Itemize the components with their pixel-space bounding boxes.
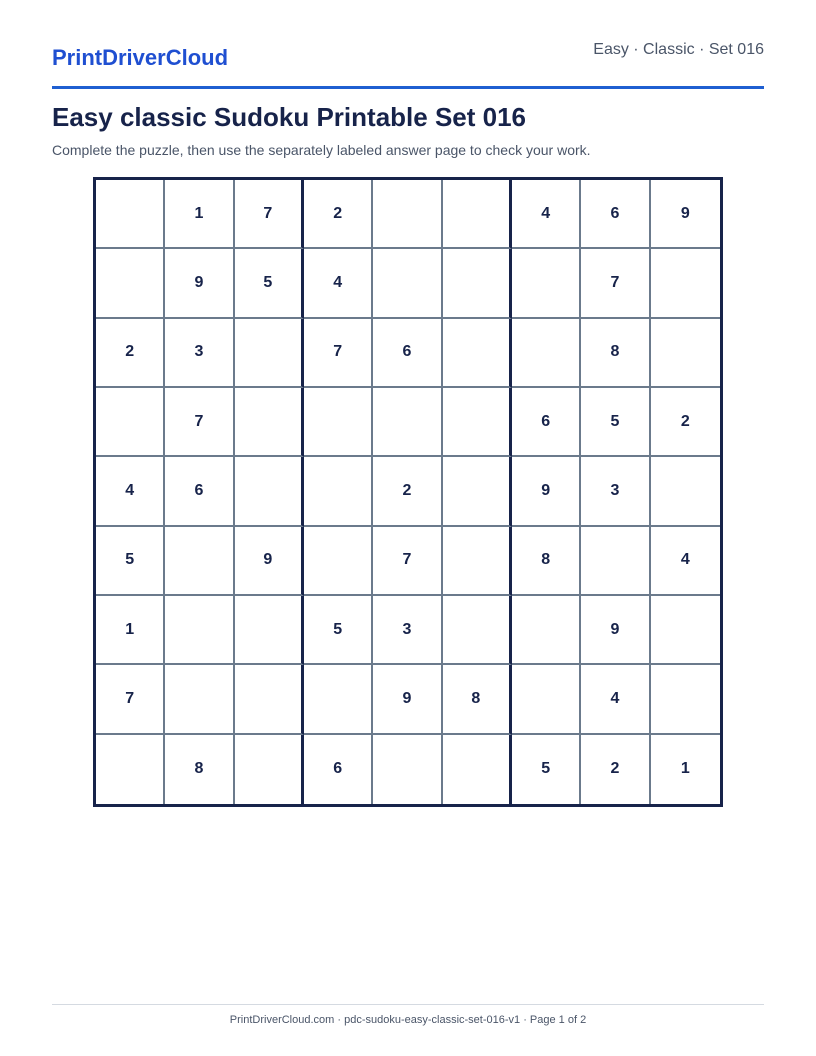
sudoku-cell: 8 — [443, 665, 512, 734]
sudoku-cell: 9 — [651, 180, 720, 249]
sudoku-cell: 5 — [235, 249, 304, 318]
sudoku-grid — [93, 177, 723, 807]
page-footer: PrintDriverCloud.com · pdc-sudoku-easy-classic-set-016-v1 · Page 1 of 2 — [229, 1014, 587, 1026]
sudoku-cell[interactable] — [304, 388, 373, 457]
sudoku-cell: 5 — [304, 596, 373, 665]
sudoku-cell: 2 — [304, 180, 373, 249]
sudoku-cell[interactable] — [512, 596, 581, 665]
sudoku-cell[interactable] — [304, 665, 373, 734]
sudoku-cell: 6 — [165, 457, 234, 526]
sudoku-cell: 3 — [581, 457, 650, 526]
sudoku-cell: 2 — [651, 388, 720, 457]
sudoku-cell: 9 — [235, 527, 304, 596]
sudoku-cell: 6 — [304, 735, 373, 804]
sudoku-cell: 9 — [373, 665, 442, 734]
sudoku-cell[interactable] — [235, 319, 304, 388]
sudoku-cell: 9 — [165, 249, 234, 318]
sudoku-cell[interactable] — [512, 249, 581, 318]
sudoku-cell: 4 — [651, 527, 720, 596]
sudoku-cell[interactable] — [235, 735, 304, 804]
sudoku-cell[interactable] — [651, 665, 720, 734]
sudoku-cell: 5 — [512, 735, 581, 804]
brand-logo[interactable]: PrintDriverCloud — [52, 45, 229, 70]
sudoku-cell[interactable] — [512, 319, 581, 388]
sudoku-cell: 7 — [304, 319, 373, 388]
sudoku-cell: 7 — [581, 249, 650, 318]
sudoku-cell: 7 — [373, 527, 442, 596]
sudoku-cell[interactable] — [96, 249, 165, 318]
sudoku-cell: 3 — [373, 596, 442, 665]
sudoku-cell[interactable] — [443, 596, 512, 665]
sudoku-cell[interactable] — [651, 249, 720, 318]
sudoku-cell: 1 — [165, 180, 234, 249]
sudoku-cell[interactable] — [651, 596, 720, 665]
page-title: Easy classic Sudoku Printable Set 016 — [52, 102, 527, 132]
sudoku-cell[interactable] — [443, 527, 512, 596]
sudoku-cell[interactable] — [165, 596, 234, 665]
sudoku-cell[interactable] — [235, 457, 304, 526]
sudoku-cell: 8 — [581, 319, 650, 388]
sudoku-cell: 4 — [581, 665, 650, 734]
sudoku-cell[interactable] — [443, 388, 512, 457]
sudoku-cell[interactable] — [235, 388, 304, 457]
sudoku-cell[interactable] — [651, 319, 720, 388]
breadcrumb: Easy · Classic · Set 016 — [593, 41, 764, 58]
sudoku-cell[interactable] — [651, 457, 720, 526]
sudoku-cell: 1 — [680, 760, 690, 778]
sudoku-cell: 8 — [165, 735, 234, 804]
sudoku-cell[interactable] — [443, 319, 512, 388]
sudoku-cell[interactable] — [373, 249, 442, 318]
sudoku-cell[interactable] — [165, 665, 234, 734]
sudoku-cell: 7 — [165, 388, 234, 457]
sudoku-cell: 7 — [96, 665, 165, 734]
sudoku-cell: 4 — [96, 457, 165, 526]
page-subtitle: Complete the puzzle, then use the separately labeled answer page to check your work. — [52, 142, 591, 158]
sudoku-cell: 2 — [96, 319, 165, 388]
sudoku-cell: 2 — [581, 735, 650, 804]
sudoku-cell: 4 — [304, 249, 373, 318]
sudoku-cell: 5 — [581, 388, 650, 457]
sudoku-cell: 6 — [581, 180, 650, 249]
sudoku-cell[interactable] — [373, 735, 442, 804]
sudoku-cell[interactable] — [165, 527, 234, 596]
sudoku-cell: 6 — [373, 319, 442, 388]
sudoku-cell[interactable] — [304, 457, 373, 526]
sudoku-cell: 6 — [512, 388, 581, 457]
sudoku-cell: 9 — [512, 457, 581, 526]
sudoku-cell: 8 — [512, 527, 581, 596]
sudoku-cell[interactable] — [373, 180, 442, 249]
sudoku-cell: 9 — [581, 596, 650, 665]
sudoku-cell[interactable] — [512, 665, 581, 734]
page-header — [52, 38, 764, 89]
sudoku-cell[interactable] — [443, 180, 512, 249]
sudoku-cell: 1 — [96, 596, 165, 665]
sudoku-cell[interactable] — [443, 249, 512, 318]
sudoku-cell[interactable] — [304, 527, 373, 596]
sudoku-cell[interactable] — [96, 388, 165, 457]
sudoku-cell[interactable] — [373, 388, 442, 457]
sudoku-cell: 4 — [512, 180, 581, 249]
sudoku-cell: 5 — [96, 527, 165, 596]
sudoku-cell[interactable] — [96, 180, 165, 249]
sudoku-cell[interactable] — [235, 665, 304, 734]
sudoku-cell: 2 — [373, 457, 442, 526]
footer-divider — [52, 1004, 764, 1005]
sudoku-cell: 7 — [235, 180, 304, 249]
sudoku-cell[interactable] — [235, 596, 304, 665]
sudoku-cell[interactable] — [96, 735, 165, 804]
sudoku-cell[interactable] — [443, 457, 512, 526]
sudoku-cell: 3 — [165, 319, 234, 388]
sudoku-cell[interactable] — [443, 735, 512, 804]
sudoku-cell[interactable] — [581, 527, 650, 596]
